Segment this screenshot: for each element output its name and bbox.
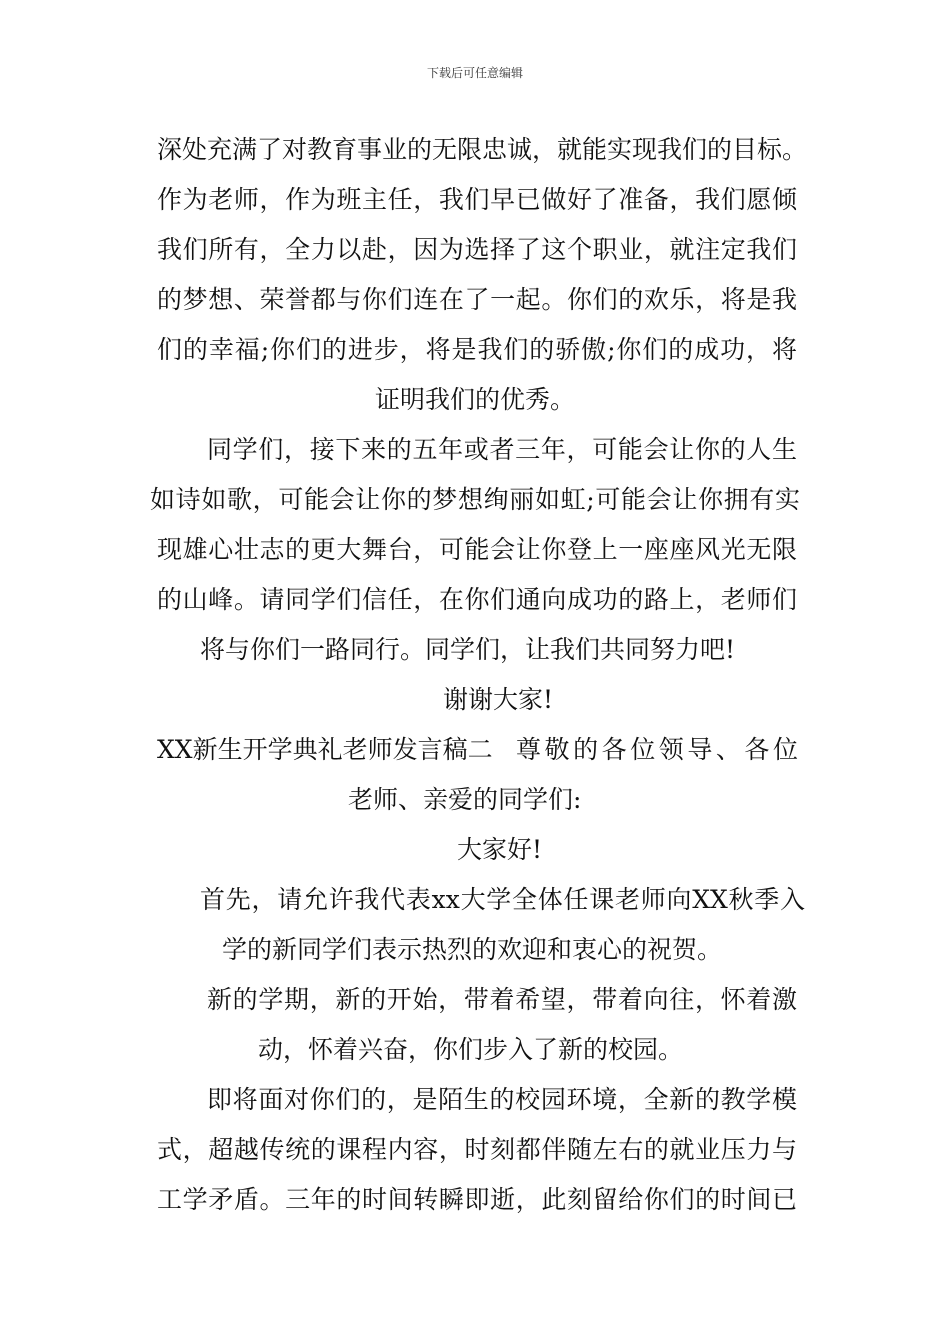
body-line: 将与你们一路同行。同学们，让我们共同努力吧! <box>200 635 736 664</box>
salutation-line: 尊敬的各位领导、各位 <box>516 735 798 764</box>
body-line: 动，怀着兴奋，你们步入了新的校园。 <box>258 1035 684 1064</box>
body-line: 式，超越传统的课程内容，时刻都伴随左右的就业压力与 <box>157 1135 797 1164</box>
body-line: 现雄心壮志的更大舞台，可能会让你登上一座座风光无限 <box>157 535 797 564</box>
body-line: 证明我们的优秀。 <box>375 385 576 414</box>
body-line: 学的新同学们表示热烈的欢迎和衷心的祝贺。 <box>222 935 723 964</box>
body-line: 的山峰。请同学们信任，在你们通向成功的路上，老师们 <box>157 585 797 614</box>
body-line: 新的学期，新的开始，带着希望，带着向往，怀着激 <box>207 985 797 1014</box>
body-line: 即将面对你们的，是陌生的校园环境，全新的教学模 <box>207 1085 797 1114</box>
body-line: 同学们，接下来的五年或者三年，可能会让你的人生 <box>207 435 797 464</box>
body-line: 如诗如歌，可能会让你的梦想绚丽如虹;可能会让你拥有实 <box>150 485 800 514</box>
salutation-line: 老师、亲爱的同学们: <box>348 785 582 814</box>
closing-line: 谢谢大家! <box>443 685 554 714</box>
greeting-line: 大家好! <box>457 835 543 864</box>
body-line: 们的幸福;你们的进步，将是我们的骄傲;你们的成功，将 <box>157 335 797 364</box>
body-line: 首先，请允许我代表xx大学全体任课老师向XX秋季入 <box>200 885 805 914</box>
body-line: 深处充满了对教育事业的无限忠诚，就能实现我们的目标。 <box>157 135 808 164</box>
body-line: 工学矛盾。三年的时间转瞬即逝，此刻留给你们的时间已 <box>157 1185 797 1214</box>
body-line: 作为老师，作为班主任，我们早已做好了准备，我们愿倾 <box>157 185 797 214</box>
speech-title: XX新生开学典礼老师发言稿二 <box>157 735 493 764</box>
body-line: 的梦想、荣誉都与你们连在了一起。你们的欢乐，将是我 <box>157 285 797 314</box>
body-line: 我们所有，全力以赴，因为选择了这个职业，就注定我们 <box>157 235 797 264</box>
page-header: 下载后可任意编辑 <box>426 66 523 80</box>
